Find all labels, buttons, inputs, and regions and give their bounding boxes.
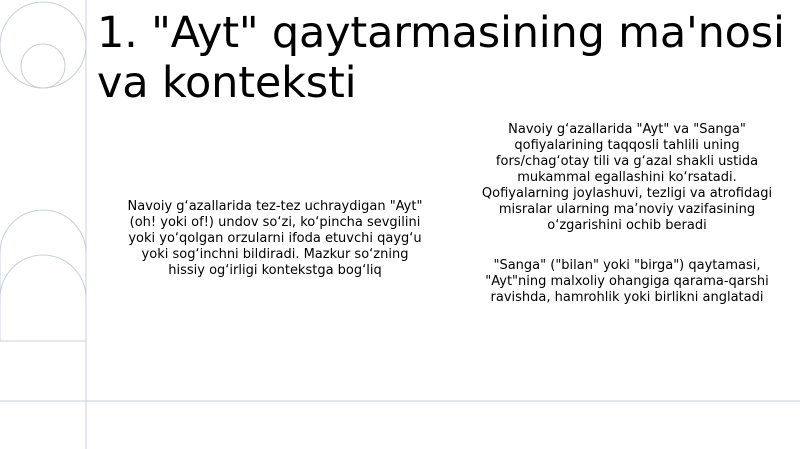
- text-line: hissiy og‘irligi kontekstga bog‘liq: [168, 263, 382, 278]
- text-line: Navoiy g‘azallarida "Ayt" va "Sanga": [508, 122, 746, 137]
- small-circle-decoration: [21, 44, 65, 88]
- page-title: [97, 8, 787, 108]
- right-text-block-1: [462, 122, 792, 234]
- text-line: Qofiyalarning joylashuvi, tezligi va atrofidagi: [481, 186, 773, 201]
- large-circle-decoration: [0, 2, 86, 88]
- arch-decoration-lower: [0, 255, 86, 341]
- text-line: qofiyalarining taqqosli tahlili uning: [514, 138, 740, 153]
- title-line: 1. "Ayt" qaytarmasining ma'nosi: [97, 8, 785, 58]
- text-line: fors/chag‘otay tili va g‘azal shakli ustida: [495, 154, 759, 169]
- text-line: yoki yo‘qolgan orzularni ifoda etuvchi qayg‘u: [128, 231, 422, 246]
- text-line: yoki sog‘inchni bildiradi. Mazkur so‘zning: [141, 247, 409, 262]
- text-line: "Sanga" ("bilan" yoki "birga") qaytamasi,: [493, 258, 761, 273]
- title-line: va konteksti: [97, 58, 357, 108]
- text-line: mukammal egallashini ko‘rsatadi.: [517, 170, 737, 185]
- text-line: "Ayt"ning malxoliy ohangiga qarama-qarshi: [485, 274, 769, 289]
- text-line: misralar ularning ma’noviy vazifasining: [498, 202, 756, 217]
- left-text-block: [105, 199, 445, 279]
- arch-decoration-upper: [0, 210, 86, 341]
- text-line: (oh! yoki of!) undov so‘zi, ko‘pincha sevgilini: [129, 215, 421, 230]
- right-text-block-2: [462, 258, 792, 306]
- text-line: ravishda, hamrohlik yoki birlikni anglatadi: [490, 290, 764, 305]
- text-line: Navoiy g‘azallarida tez-tez uchraydigan "Ayt": [127, 199, 423, 214]
- text-line: o‘zgarishini ochib beradi: [547, 218, 707, 233]
